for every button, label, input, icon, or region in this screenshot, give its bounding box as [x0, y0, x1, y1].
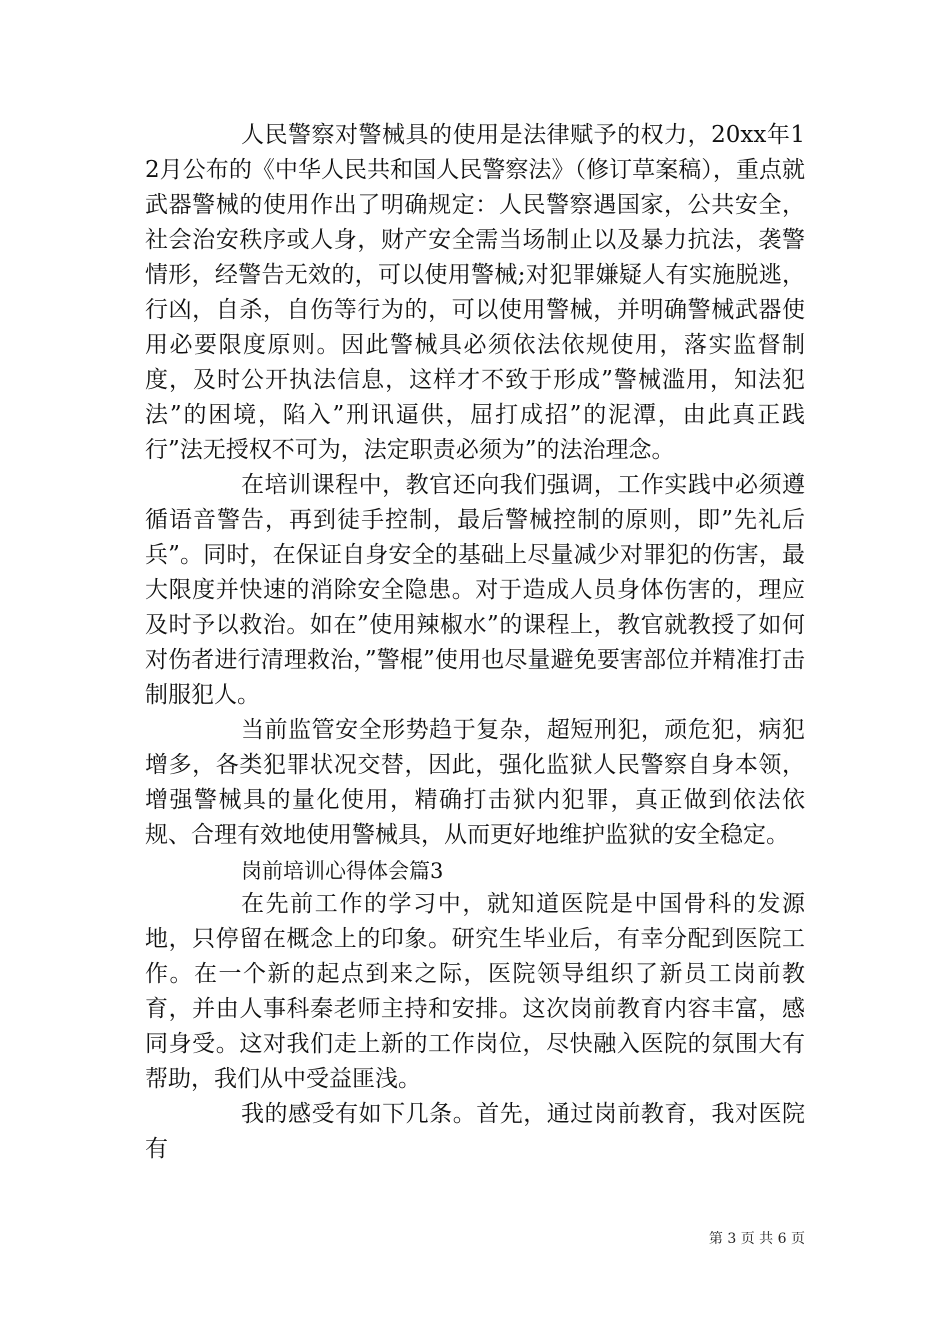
section-heading: 岗前培训心得体会篇3: [241, 859, 444, 883]
paragraph-police-equipment-law: 人民警察对警械具的使用是法律赋予的权力，20xx年12月公布的《中华人民共和国人民警察法》（修订草案稿），重点就武器警械的使用作出了明确规定：人民警察遇国家，公共安全，社会治安秩序或人身，财产安全需当场制止以及暴力抗法，袭警情形，经警告无效的，可以使用警械;对犯罪嫌疑人有实施脱逃，行凶，自杀，自伤等行为的，可以使用警械，并明确警械武器使用必要限度原则。因此警械具必须依法依规使用，落实监督制度，及时公开执法信息，这样才不致于形成”警械滥用，知法犯法”的困境，陷入”刑讯逼供，屈打成招”的泥潭，由此真正践行”法无授权不可为，法定职责必须为”的法治理念。: [145, 122, 805, 463]
page-number: 第 3 页 共 6 页: [708, 1231, 805, 1247]
paragraph-training-course: 在培训课程中，教官还向我们强调，工作实践中必须遵循语音警告，再到徒手控制，最后警械控制的原则，即”先礼后兵”。同时，在保证自身安全的基础上尽量减少对罪犯的伤害，最大限度并快速的消除安全隐患。对于造成人员身体伤害的，理应及时予以救治。如在”使用辣椒水”的课程上，教官就教授了如何对伤者进行清理救治，”警棍”使用也尽量避免要害部位并精准打击制服犯人。: [145, 472, 805, 708]
paragraph-prison-security: 当前监管安全形势趋于复杂，超短刑犯，顽危犯，病犯增多，各类犯罪状况交替，因此，强化监狱人民警察自身本领，增强警械具的量化使用，精确打击狱内犯罪，真正做到依法依规、合理有效地使用警械具，从而更好地维护监狱的安全稳定。: [145, 717, 805, 848]
paragraph-my-feelings: 我的感受有如下几条。首先，通过岗前教育，我对医院有: [145, 1101, 805, 1162]
document-body: [145, 118, 805, 1167]
paragraph-hospital-orientation: 在先前工作的学习中，就知道医院是中国骨科的发源地，只停留在概念上的印象。研究生毕业后，有幸分配到医院工作。在一个新的起点到来之际，医院领导组织了新员工岗前教育，并由人事科秦老师主持和安排。这次岗前教育内容丰富，感同身受。这对我们走上新的工作岗位，尽快融入医院的氛围大有帮助，我们从中受益匪浅。: [145, 891, 805, 1092]
